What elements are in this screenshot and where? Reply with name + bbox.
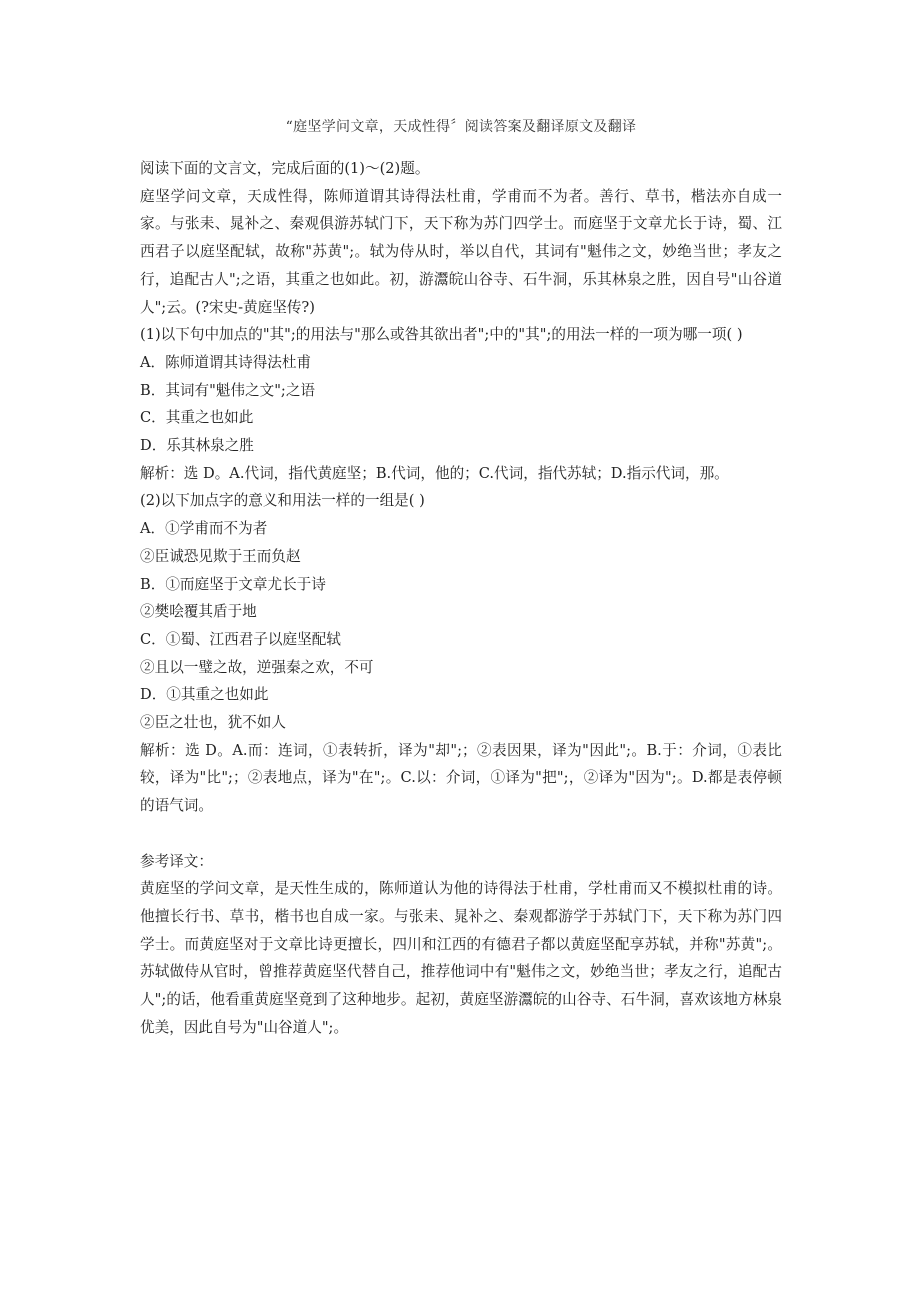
question-2-option-a-2: ②臣诚恐见欺于王而负赵 bbox=[140, 547, 301, 565]
translation-paragraph: 黄庭坚的学问文章，是天性生成的，陈师道认为他的诗得法于杜甫，学杜甫而又不模拟杜甫的诗。他擅长行书、草书，楷书也自成一家。与张耒、晁补之、秦观都游学于苏轼门下，天下称为苏门四学士。而黄庭坚对于文章比诗更擅长，四川和江西的有德君子都以黄庭坚配享苏轼，并称"苏黄";。苏轼做侍从官时，曾推荐黄庭坚代替自己，推荐他词中有"魁伟之文，妙绝当世；孝友之行，追配古人";的话，他看重黄庭坚竟到了这种地步。起初，黄庭坚游灊皖的山谷寺、石牛洞，喜欢该地方林泉优美，因此自号为"山谷道人";。 bbox=[140, 880, 782, 1036]
question-1: (1)以下句中加点的"其";的用法与"那么或咎其欲出者";中的"其";的用法一样的一项为哪一项( ) bbox=[140, 326, 743, 344]
question-2-analysis: 解析：选 D。A.而：连词，①表转折，译为"却";；②表因果，译为"因此";。B.于：介词，①表比较，译为"比";；②表地点，译为"在";。C.以：介词，①译为"把";，②译为"因为";。D.都是表停顿的语气词。 bbox=[140, 741, 782, 815]
question-2-option-b-1: B．①而庭坚于文章尤长于诗 bbox=[140, 575, 326, 593]
question-2-option-d-2: ②臣之壮也，犹不如人 bbox=[140, 714, 286, 732]
question-1-option-b: B．其词有"魁伟之文";之语 bbox=[140, 381, 316, 399]
original-text-paragraph: 庭坚学问文章，天成性得，陈师道谓其诗得法杜甫，学甫而不为者。善行、草书，楷法亦自成一家。与张耒、晁补之、秦观俱游苏轼门下，天下称为苏门四学士。而庭坚于文章尤长于诗，蜀、江西君子以庭坚配轼，故称"苏黄";。轼为侍从时，举以自代，其词有"魁伟之文，妙绝当世；孝友之行，追配古人";之语，其重之也如此。初，游灊皖山谷寺、石牛洞，乐其林泉之胜，因自号"山谷道人";云。(?宋史-黄庭坚传?) bbox=[140, 187, 782, 316]
document-body bbox=[140, 155, 782, 1041]
question-1-analysis: 解析：选 D。A.代词，指代黄庭坚；B.代词，他的；C.代词，指代苏轼；D.指示代词，那。 bbox=[140, 464, 729, 482]
question-2-option-d-1: D．①其重之也如此 bbox=[140, 686, 269, 704]
question-2-option-a-1: A．①学甫而不为者 bbox=[140, 520, 268, 538]
document-title: “庭坚学问文章，天成性得〞阅读答案及翻译原文及翻译 bbox=[285, 119, 637, 135]
question-1-option-c: C．其重之也如此 bbox=[140, 409, 254, 427]
question-2-option-c-2: ②且以一璧之故，逆强秦之欢，不可 bbox=[140, 658, 374, 676]
instruction-line: 阅读下面的文言文，完成后面的(1)～(2)题。 bbox=[140, 160, 430, 177]
question-1-option-d: D．乐其林泉之胜 bbox=[140, 437, 254, 455]
reference-heading: 参考译文： bbox=[140, 852, 213, 870]
question-1-option-a: A．陈师道谓其诗得法杜甫 bbox=[140, 353, 312, 371]
question-2-option-c-1: C．①蜀、江西君子以庭坚配轼 bbox=[140, 630, 341, 648]
question-2-option-b-2: ②樊哙覆其盾于地 bbox=[140, 603, 257, 621]
question-2: (2)以下加点字的意义和用法一样的一组是( ) bbox=[140, 492, 425, 510]
paragraph-gap bbox=[140, 820, 782, 848]
